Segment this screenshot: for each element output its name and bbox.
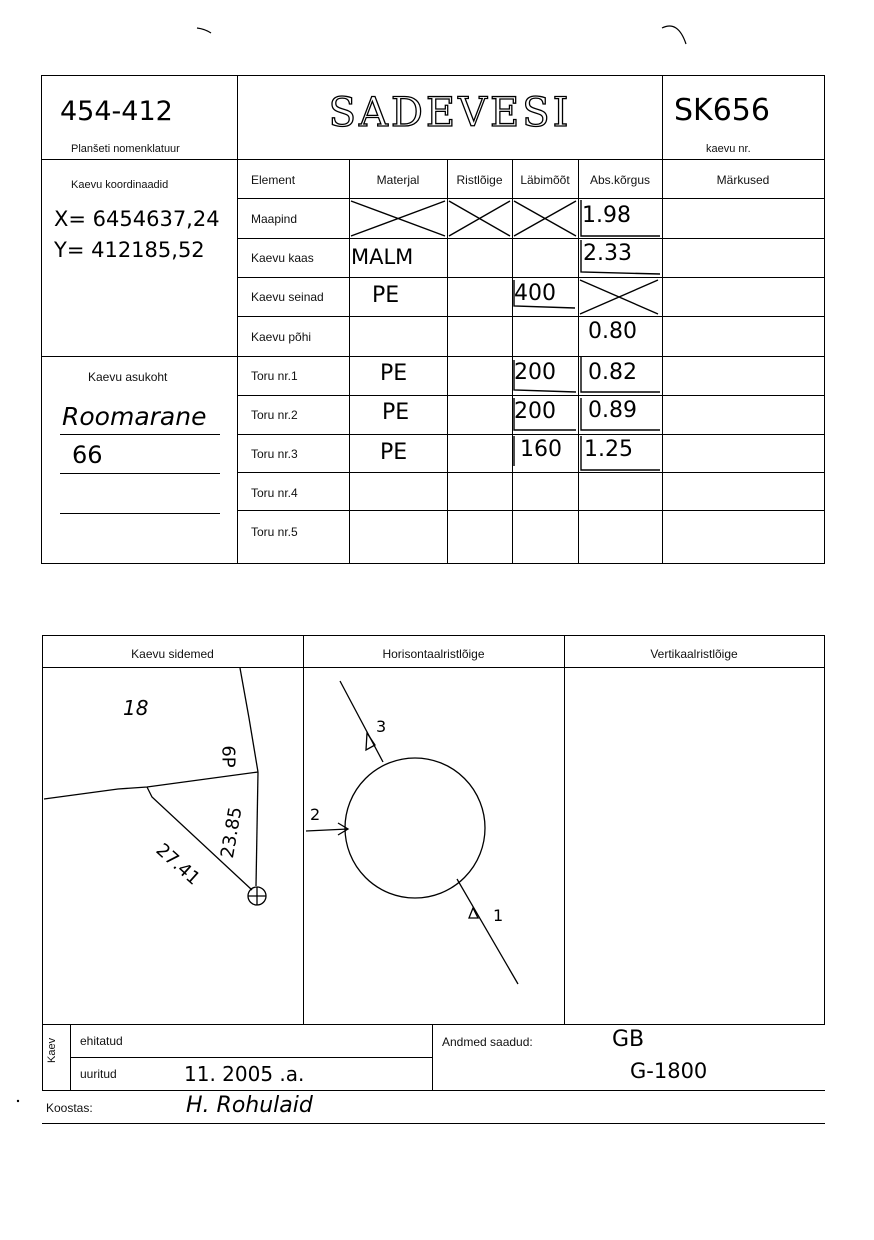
row-material: PE [382, 400, 410, 425]
road-boundary [240, 668, 258, 772]
road-label: 6P [217, 745, 239, 768]
row-abs-height: 0.82 [588, 360, 637, 385]
location-street: Roomarane [62, 402, 207, 431]
row-element: Kaevu põhi [251, 330, 312, 344]
vertical-section-label: Vertikaalristlõige [650, 647, 738, 661]
tie-distance-2: 27.41 [151, 839, 204, 890]
header-notes: Märkused [716, 173, 770, 187]
row-abs-height: 0.80 [588, 319, 637, 344]
row-abs-height: 1.25 [584, 437, 633, 462]
page-title: SADEVESI [328, 90, 572, 136]
header-abs-height: Abs.kõrgus [589, 173, 651, 187]
row-element: Maapind [251, 212, 298, 226]
data-from-label: Andmed saadud: [442, 1035, 533, 1049]
horizontal-section-label: Horisontaalristlõige [382, 647, 485, 661]
row-diameter: 200 [514, 360, 556, 385]
row-element: Kaevu kaas [251, 251, 314, 265]
kaev-label: Kaev [46, 1037, 58, 1063]
row-diameter: 400 [514, 281, 556, 306]
header-diameter: Läbimõõt [520, 173, 570, 187]
compiled-by: H. Rohulaid [186, 1093, 313, 1118]
surveyed-label: uuritud [80, 1067, 117, 1081]
row-element: Toru nr.4 [251, 486, 298, 500]
well-number-label: kaevu nr. [706, 143, 751, 155]
row-abs-height: 1.98 [582, 203, 631, 228]
row-material: PE [380, 361, 408, 386]
location-house-number: 66 [72, 441, 103, 469]
row-abs-height: 0.89 [588, 398, 637, 423]
ties-label: Kaevu sidemed [131, 647, 214, 661]
header-element: Element [251, 173, 296, 187]
tie-distance-1: 23.85 [216, 805, 247, 860]
row-diameter: 160 [520, 437, 562, 462]
pipe-1-label: 1 [493, 906, 504, 925]
row-element: Toru nr.1 [251, 369, 298, 383]
arrow-3-icon [366, 733, 375, 750]
tie-line-2 [256, 772, 258, 886]
pipe-2-label: 2 [310, 805, 321, 824]
coordinate-x: X= 6454637,24 [54, 207, 220, 231]
row-element: Toru nr.5 [251, 525, 298, 539]
coordinate-y: Y= 412185,52 [54, 238, 205, 262]
pipe-3-label: 3 [376, 717, 387, 736]
pipe-2 [306, 829, 348, 831]
plan-number: 454-412 [60, 96, 173, 127]
well-number: SK656 [674, 93, 770, 128]
row-material: MALM [351, 245, 414, 269]
manhole-circle [345, 758, 485, 898]
data-from-source-1: GB [612, 1027, 645, 1052]
row-abs-height: 2.33 [583, 241, 632, 266]
row-element: Kaevu seinad [251, 290, 324, 304]
row-diameter: 200 [514, 399, 556, 424]
pipe-1 [457, 879, 518, 984]
row-element: Toru nr.3 [251, 447, 298, 461]
built-label: ehitatud [80, 1034, 123, 1048]
row-material: PE [380, 440, 408, 465]
location-label: Kaevu asukoht [88, 370, 168, 384]
row-material: PE [372, 283, 400, 308]
surveyed-date: 11. 2005 .a. [184, 1062, 305, 1086]
compiled-label: Koostas: [46, 1101, 93, 1115]
header-material: Materjal [376, 173, 420, 187]
plan-number-label: Planšeti nomenklatuur [71, 143, 180, 155]
parcel-label: 18 [123, 696, 149, 720]
row-element: Toru nr.2 [251, 408, 298, 422]
coordinates-label: Kaevu koordinaadid [71, 179, 169, 191]
data-from-source-2: G-1800 [630, 1059, 708, 1083]
header-cross-section: Ristlõige [456, 173, 503, 187]
